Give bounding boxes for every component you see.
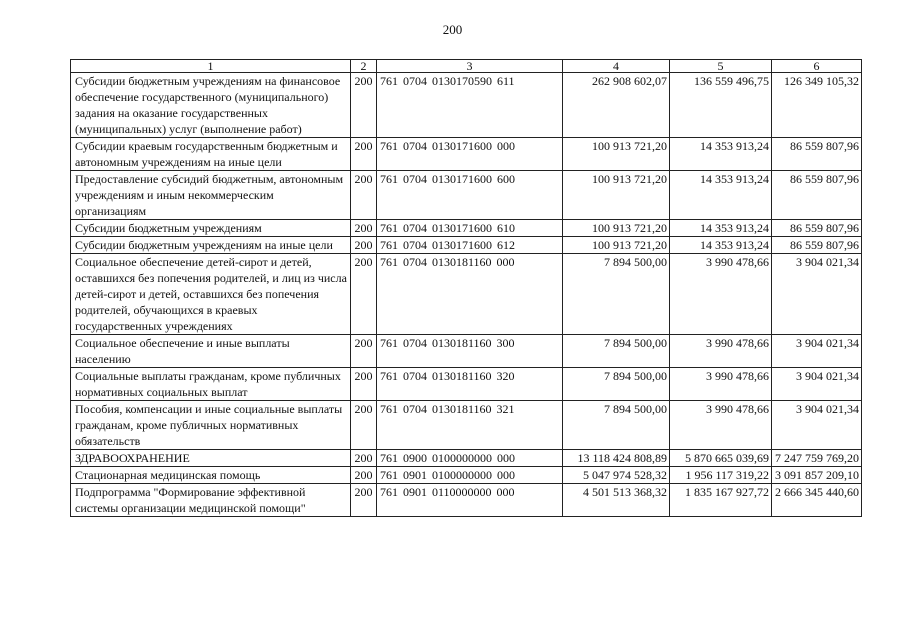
row-name-cell: Субсидии бюджетным учреждениям на финансовое обеспечение государственного (муниципального) задания на оказание государственных (муниципальных) услуг (выполнение работ) <box>71 73 351 138</box>
row-col2-cell: 200 <box>351 73 377 138</box>
table-row <box>71 401 862 450</box>
row-name-cell: Социальные выплаты гражданам, кроме публичных нормативных социальных выплат <box>71 368 351 401</box>
row-col6-cell: 7 247 759 769,20 <box>772 450 862 467</box>
row-code-cell: 761 0704 0130171600 612 <box>377 237 563 254</box>
table-row <box>71 237 862 254</box>
row-col4-cell: 7 894 500,00 <box>563 368 670 401</box>
row-name-cell: Пособия, компенсации и иные социальные выплаты гражданам, кроме публичных нормативных обязательств <box>71 401 351 450</box>
row-col4-cell: 13 118 424 808,89 <box>563 450 670 467</box>
row-col2-cell: 200 <box>351 254 377 335</box>
table-row <box>71 467 862 484</box>
budget-table-body <box>71 60 862 517</box>
row-col5-cell: 3 990 478,66 <box>670 254 772 335</box>
row-code-cell: 761 0704 0130181160 321 <box>377 401 563 450</box>
budget-table <box>70 59 862 517</box>
row-col6-cell: 86 559 807,96 <box>772 138 862 171</box>
row-name-cell: Субсидии краевым государственным бюджетным и автономным учреждениям на иные цели <box>71 138 351 171</box>
row-name-cell: Субсидии бюджетным учреждениям <box>71 220 351 237</box>
header-row <box>71 60 862 73</box>
row-col6-cell: 2 666 345 440,60 <box>772 484 862 517</box>
table-row <box>71 171 862 220</box>
row-code-cell: 761 0704 0130181160 000 <box>377 254 563 335</box>
table-row <box>71 138 862 171</box>
row-col5-cell: 5 870 665 039,69 <box>670 450 772 467</box>
table-row <box>71 368 862 401</box>
table-row <box>71 335 862 368</box>
table-row <box>71 254 862 335</box>
row-code-cell: 761 0704 0130171600 600 <box>377 171 563 220</box>
row-name-cell: Социальное обеспечение и иные выплаты населению <box>71 335 351 368</box>
row-col2-cell: 200 <box>351 220 377 237</box>
row-col5-cell: 14 353 913,24 <box>670 171 772 220</box>
row-col4-cell: 100 913 721,20 <box>563 237 670 254</box>
row-name-cell: ЗДРАВООХРАНЕНИЕ <box>71 450 351 467</box>
row-col5-cell: 1 956 117 319,22 <box>670 467 772 484</box>
row-col5-cell: 1 835 167 927,72 <box>670 484 772 517</box>
row-col6-cell: 86 559 807,96 <box>772 220 862 237</box>
table-row <box>71 73 862 138</box>
row-name-cell: Стационарная медицинская помощь <box>71 467 351 484</box>
row-col5-cell: 3 990 478,66 <box>670 335 772 368</box>
row-col4-cell: 100 913 721,20 <box>563 220 670 237</box>
table-row <box>71 450 862 467</box>
header-cell: 3 <box>377 60 563 73</box>
row-col6-cell: 3 091 857 209,10 <box>772 467 862 484</box>
row-name-cell: Социальное обеспечение детей-сирот и детей, оставшихся без попечения родителей, и лиц из числа детей-сирот и детей, оставшихся без попечения родителей, обучающихся в краевых государственных учреждениях <box>71 254 351 335</box>
row-col4-cell: 262 908 602,07 <box>563 73 670 138</box>
row-col4-cell: 100 913 721,20 <box>563 171 670 220</box>
row-code-cell: 761 0704 0130171600 000 <box>377 138 563 171</box>
row-col2-cell: 200 <box>351 237 377 254</box>
row-code-cell: 761 0704 0130171600 610 <box>377 220 563 237</box>
row-col6-cell: 3 904 021,34 <box>772 401 862 450</box>
row-col5-cell: 14 353 913,24 <box>670 138 772 171</box>
row-col2-cell: 200 <box>351 368 377 401</box>
row-col5-cell: 136 559 496,75 <box>670 73 772 138</box>
row-col6-cell: 3 904 021,34 <box>772 368 862 401</box>
row-col4-cell: 7 894 500,00 <box>563 401 670 450</box>
row-col4-cell: 100 913 721,20 <box>563 138 670 171</box>
row-col6-cell: 86 559 807,96 <box>772 171 862 220</box>
page-number: 200 <box>442 22 463 37</box>
row-col4-cell: 7 894 500,00 <box>563 335 670 368</box>
row-name-cell: Подпрограмма "Формирование эффективной системы организации медицинской помощи" <box>71 484 351 517</box>
row-code-cell: 761 0900 0100000000 000 <box>377 450 563 467</box>
row-col2-cell: 200 <box>351 467 377 484</box>
row-col2-cell: 200 <box>351 484 377 517</box>
row-col4-cell: 7 894 500,00 <box>563 254 670 335</box>
header-cell: 5 <box>670 60 772 73</box>
row-col2-cell: 200 <box>351 138 377 171</box>
header-cell: 6 <box>772 60 862 73</box>
table-row <box>71 220 862 237</box>
row-code-cell: 761 0704 0130181160 320 <box>377 368 563 401</box>
header-cell: 2 <box>351 60 377 73</box>
table-row <box>71 484 862 517</box>
row-col2-cell: 200 <box>351 450 377 467</box>
row-col2-cell: 200 <box>351 401 377 450</box>
row-col6-cell: 126 349 105,32 <box>772 73 862 138</box>
row-code-cell: 761 0704 0130170590 611 <box>377 73 563 138</box>
row-col4-cell: 5 047 974 528,32 <box>563 467 670 484</box>
row-col5-cell: 3 990 478,66 <box>670 401 772 450</box>
row-col6-cell: 86 559 807,96 <box>772 237 862 254</box>
row-name-cell: Субсидии бюджетным учреждениям на иные цели <box>71 237 351 254</box>
row-col5-cell: 14 353 913,24 <box>670 237 772 254</box>
row-col6-cell: 3 904 021,34 <box>772 254 862 335</box>
row-col2-cell: 200 <box>351 171 377 220</box>
row-col2-cell: 200 <box>351 335 377 368</box>
row-code-cell: 761 0704 0130181160 300 <box>377 335 563 368</box>
row-name-cell: Предоставление субсидий бюджетным, автономным учреждениям и иным некоммерческим организациям <box>71 171 351 220</box>
header-cell: 4 <box>563 60 670 73</box>
row-col4-cell: 4 501 513 368,32 <box>563 484 670 517</box>
row-col6-cell: 3 904 021,34 <box>772 335 862 368</box>
row-code-cell: 761 0901 0110000000 000 <box>377 484 563 517</box>
header-cell: 1 <box>71 60 351 73</box>
row-col5-cell: 3 990 478,66 <box>670 368 772 401</box>
row-code-cell: 761 0901 0100000000 000 <box>377 467 563 484</box>
row-col5-cell: 14 353 913,24 <box>670 220 772 237</box>
